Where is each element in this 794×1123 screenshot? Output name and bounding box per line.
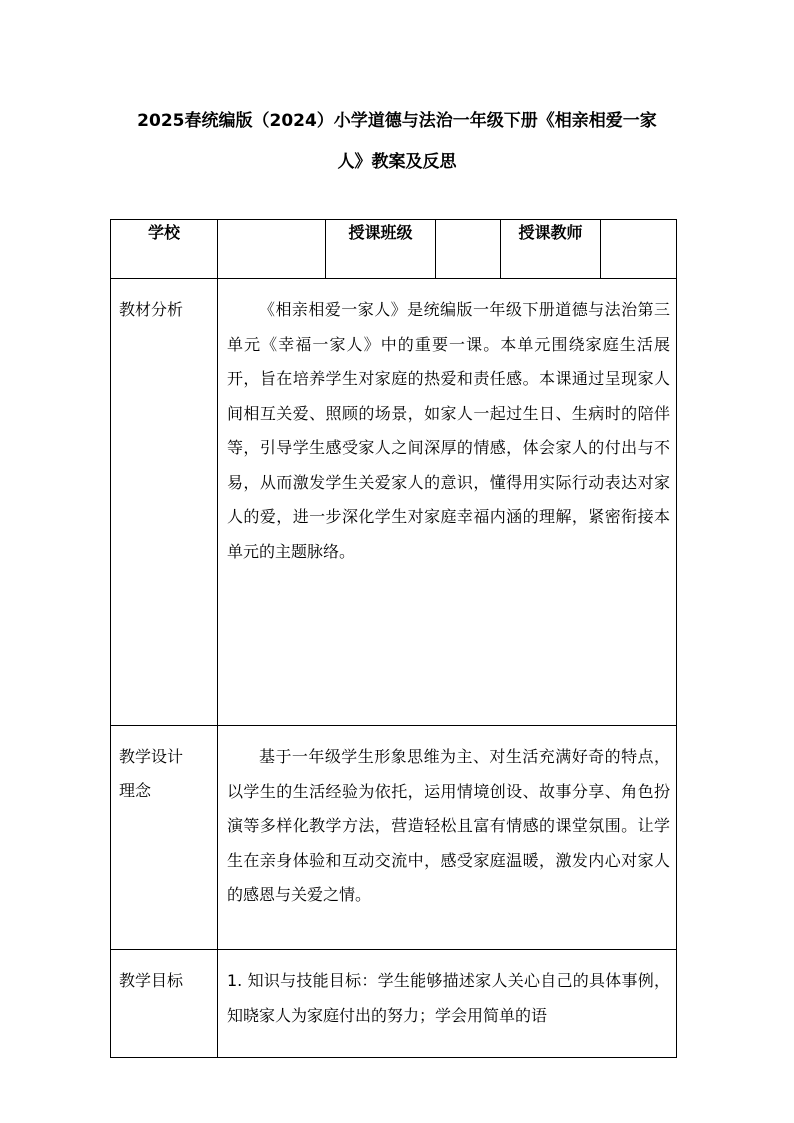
row-label-material-analysis: 教材分析 <box>111 279 218 726</box>
row-label-teaching-goals: 教学目标 <box>111 950 218 1058</box>
table-row <box>111 726 677 950</box>
school-label: 学校 <box>111 220 218 279</box>
row-content-material-analysis: 《相亲相爱一家人》是统编版一年级下册道德与法治第三单元《幸福一家人》中的重要一课。本单元围绕家庭生活展开，旨在培养学生对家庭的热爱和责任感。本课通过呈现家人间相互关爱、照顾的场景，如家人一起过生日、生病时的陪伴等，引导学生感受家人之间深厚的情感，体会家人的付出与不易，从而激发学生关爱家人的意识，懂得用实际行动表达对家人的爱，进一步深化学生对家庭幸福内涵的理解，紧密衔接本单元的主题脉络。 <box>218 279 677 726</box>
teacher-value-cell <box>601 220 677 279</box>
row-content-design-concept: 基于一年级学生形象思维为主、对生活充满好奇的特点，以学生的生活经验为依托，运用情境创设、故事分享、角色扮演等多样化教学方法，营造轻松且富有情感的课堂氛围。让学生在亲身体验和互动交流中，感受家庭温暖，激发内心对家人的感恩与关爱之情。 <box>218 726 677 950</box>
class-label: 授课班级 <box>326 220 436 279</box>
document-title-line1: 2025春统编版（2024）小学道德与法治一年级下册《相亲相爱一家 <box>137 111 657 131</box>
table-header-row <box>111 220 677 279</box>
row-label-design-concept: 教学设计理念 <box>111 726 218 950</box>
table-row <box>111 279 677 726</box>
lesson-plan-table <box>110 219 677 1058</box>
class-value-cell <box>436 220 501 279</box>
school-value-cell <box>218 220 326 279</box>
teacher-label: 授课教师 <box>501 220 601 279</box>
table-row <box>111 950 677 1058</box>
row-content-teaching-goals: 1. 知识与技能目标：学生能够描述家人关心自己的具体事例，知晓家人为家庭付出的努力；学会用简单的语 <box>218 950 677 1058</box>
document-title-line2: 人》教案及反思 <box>337 152 457 172</box>
